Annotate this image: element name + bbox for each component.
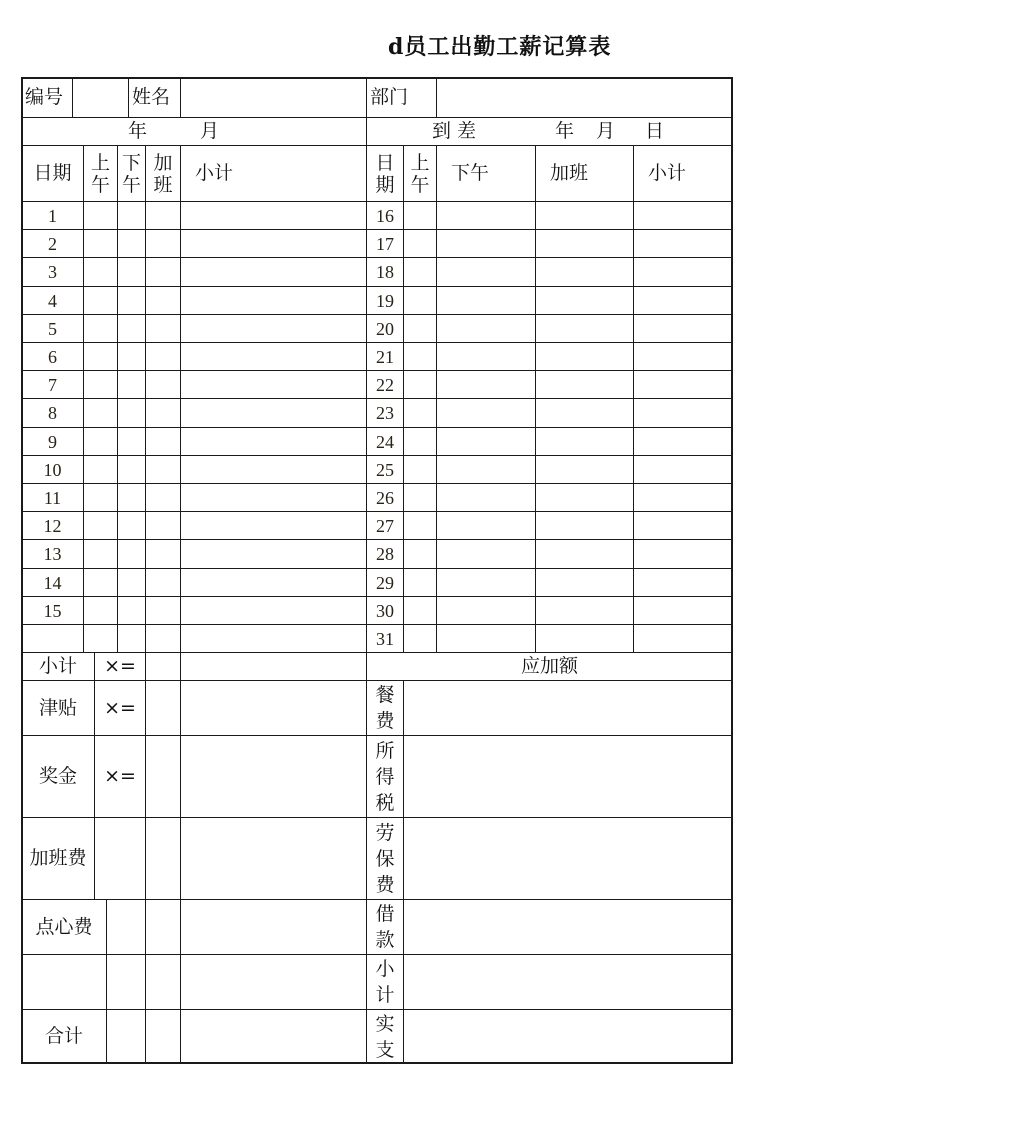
pm-left-input[interactable] [117, 427, 146, 456]
ot-right-input[interactable] [535, 483, 634, 512]
subtotal-right-input[interactable] [633, 568, 733, 597]
blank-qty-input[interactable] [145, 954, 181, 1010]
am-right-input[interactable] [403, 624, 437, 653]
total-qty-input[interactable] [145, 1009, 181, 1064]
col-am-right: 上 午 [403, 145, 437, 202]
pm-right-input[interactable] [436, 229, 536, 258]
subtotal-left-input[interactable] [180, 596, 367, 625]
ot-right-input[interactable] [535, 286, 634, 315]
am-left-input[interactable] [83, 483, 118, 512]
id-input[interactable] [72, 77, 129, 118]
ot-left-input[interactable] [145, 370, 181, 399]
name-input[interactable] [180, 77, 367, 118]
pm-right-input[interactable] [436, 342, 536, 371]
ot-right-input[interactable] [535, 229, 634, 258]
day-number-right: 17 [366, 229, 404, 258]
arrival-year-label: 年 [555, 120, 575, 142]
day-number-left: 3 [21, 257, 84, 287]
attendance-salary-sheet [21, 77, 733, 1064]
ot-right-input[interactable] [535, 539, 634, 569]
total-amount-input[interactable] [180, 1009, 367, 1064]
am-right-input[interactable] [403, 229, 437, 258]
day-number-left: 5 [21, 314, 84, 343]
bonus-label: 奖金 [21, 735, 95, 818]
allowance-amount-input[interactable] [180, 680, 367, 736]
am-left-input[interactable] [83, 539, 118, 569]
pm-right-input[interactable] [436, 568, 536, 597]
ot-left-input[interactable] [145, 257, 181, 287]
subtotal-left-input[interactable] [180, 257, 367, 287]
month-label: 月 [200, 120, 220, 142]
additions-header: 应加额 [366, 652, 733, 681]
pm-left-input[interactable] [117, 370, 146, 399]
pm-right-input[interactable] [436, 483, 536, 512]
bonus-formula: ×= [94, 735, 146, 818]
name-label: 姓名 [128, 77, 181, 118]
day-number-left: 11 [21, 483, 84, 512]
subtotal-right-input[interactable] [633, 201, 733, 230]
ot-right-input[interactable] [535, 370, 634, 399]
arrival-label: 到 差 [432, 120, 477, 142]
subtotal-left-input[interactable] [180, 483, 367, 512]
overtime-pay-amount-input[interactable] [180, 817, 367, 900]
subtotal-left-input[interactable] [180, 201, 367, 230]
col-date-left: 日期 [21, 145, 84, 202]
pm-left-input[interactable] [117, 342, 146, 371]
loan-input[interactable] [403, 899, 733, 955]
dept-label: 部门 [366, 77, 437, 118]
am-left-input[interactable] [83, 257, 118, 287]
meal-fee-input[interactable] [403, 680, 733, 736]
am-right-input[interactable] [403, 201, 437, 230]
col-ot-right: 加班 [535, 145, 634, 202]
income-tax-label: 所 得 税 [366, 735, 404, 818]
pm-left-input[interactable] [117, 314, 146, 343]
pm-left-input[interactable] [117, 398, 146, 428]
day-number-left: 6 [21, 342, 84, 371]
subtotal-right-input[interactable] [633, 511, 733, 540]
day-number-right: 16 [366, 201, 404, 230]
labor-insurance-input[interactable] [403, 817, 733, 900]
bonus-amount-input[interactable] [180, 735, 367, 818]
labor-insurance-label: 劳 保 费 [366, 817, 404, 900]
subtotal-left-input[interactable] [180, 314, 367, 343]
am-left-input[interactable] [83, 427, 118, 456]
ot-right-input[interactable] [535, 201, 634, 230]
pm-right-input[interactable] [436, 286, 536, 315]
pm-left-input[interactable] [117, 229, 146, 258]
am-left-input[interactable] [83, 201, 118, 230]
pm-right-input[interactable] [436, 511, 536, 540]
pm-left-input[interactable] [117, 511, 146, 540]
am-right-input[interactable] [403, 596, 437, 625]
day-number-right: 29 [366, 568, 404, 597]
ot-left-input[interactable] [145, 286, 181, 315]
ot-right-input[interactable] [535, 624, 634, 653]
day-number-right: 21 [366, 342, 404, 371]
day-number-right: 26 [366, 483, 404, 512]
day-number-left [21, 624, 84, 653]
subtotal-left-input[interactable] [180, 624, 367, 653]
ot-left-input[interactable] [145, 511, 181, 540]
subtotal-right-input[interactable] [633, 314, 733, 343]
subtotal-right-input[interactable] [633, 370, 733, 399]
subtotal-left-input[interactable] [180, 229, 367, 258]
ot-left-input[interactable] [145, 342, 181, 371]
ot-right-input[interactable] [535, 257, 634, 287]
am-right-input[interactable] [403, 370, 437, 399]
day-number-left: 2 [21, 229, 84, 258]
right-subtotal-label: 小 计 [366, 954, 404, 1010]
arrival-date-cell[interactable] [366, 117, 733, 146]
col-pm-left: 下 午 [117, 145, 146, 202]
subtotal-right-input[interactable] [633, 257, 733, 287]
pm-right-input[interactable] [436, 257, 536, 287]
pm-right-input[interactable] [436, 427, 536, 456]
am-right-input[interactable] [403, 427, 437, 456]
pm-right-input[interactable] [436, 624, 536, 653]
ot-left-input[interactable] [145, 201, 181, 230]
am-left-input[interactable] [83, 596, 118, 625]
col-subtotal-right: 小计 [633, 145, 733, 202]
day-number-right: 31 [366, 624, 404, 653]
subtotal-left-input[interactable] [180, 370, 367, 399]
ot-right-input[interactable] [535, 427, 634, 456]
allowance-label: 津贴 [21, 680, 95, 736]
ot-left-input[interactable] [145, 624, 181, 653]
am-left-input[interactable] [83, 398, 118, 428]
am-right-input[interactable] [403, 511, 437, 540]
am-right-input[interactable] [403, 342, 437, 371]
subtotal-left-input[interactable] [180, 539, 367, 569]
subtotal-right-input[interactable] [633, 455, 733, 484]
subtotal-left-input[interactable] [180, 427, 367, 456]
subtotal-amount-input[interactable] [180, 652, 367, 681]
am-left-input[interactable] [83, 286, 118, 315]
loan-label: 借 款 [366, 899, 404, 955]
am-right-input[interactable] [403, 568, 437, 597]
meal-fee-label: 餐 费 [366, 680, 404, 736]
subtotal-formula: ×= [94, 652, 146, 681]
ot-left-input[interactable] [145, 427, 181, 456]
actual-paid-input[interactable] [403, 1009, 733, 1064]
total-formula-input[interactable] [106, 1009, 146, 1064]
am-right-input[interactable] [403, 286, 437, 315]
day-number-left: 4 [21, 286, 84, 315]
subtotal-left-input[interactable] [180, 455, 367, 484]
day-number-right: 28 [366, 539, 404, 569]
day-number-left: 7 [21, 370, 84, 399]
pm-right-input[interactable] [436, 370, 536, 399]
income-tax-input[interactable] [403, 735, 733, 818]
blank-amount-input[interactable] [180, 954, 367, 1010]
subtotal-left-input[interactable] [180, 511, 367, 540]
subtotal-right-input[interactable] [633, 229, 733, 258]
ot-right-input[interactable] [535, 455, 634, 484]
snack-fee-formula-input[interactable] [106, 899, 146, 955]
day-number-right: 19 [366, 286, 404, 315]
pm-left-input[interactable] [117, 201, 146, 230]
pm-right-input[interactable] [436, 596, 536, 625]
day-number-right: 23 [366, 398, 404, 428]
subtotal-left-input[interactable] [180, 398, 367, 428]
ot-left-input[interactable] [145, 568, 181, 597]
day-number-left: 15 [21, 596, 84, 625]
pm-left-input[interactable] [117, 539, 146, 569]
pm-left-input[interactable] [117, 483, 146, 512]
day-number-left: 13 [21, 539, 84, 569]
ot-right-input[interactable] [535, 342, 634, 371]
am-left-input[interactable] [83, 624, 118, 653]
subtotal-right-input[interactable] [633, 483, 733, 512]
overtime-pay-formula-input[interactable] [94, 817, 146, 900]
pm-right-input[interactable] [436, 314, 536, 343]
day-number-left: 8 [21, 398, 84, 428]
day-number-right: 20 [366, 314, 404, 343]
subtotal-right-input[interactable] [633, 596, 733, 625]
day-number-right: 27 [366, 511, 404, 540]
ot-right-input[interactable] [535, 511, 634, 540]
am-left-input[interactable] [83, 511, 118, 540]
ot-left-input[interactable] [145, 229, 181, 258]
arrival-day-label: 日 [645, 120, 665, 142]
blank-label [21, 954, 107, 1010]
subtotal-right-input[interactable] [633, 342, 733, 371]
pm-left-input[interactable] [117, 624, 146, 653]
subtotal-right-input[interactable] [633, 539, 733, 569]
subtotal-right-input[interactable] [633, 286, 733, 315]
am-left-input[interactable] [83, 455, 118, 484]
subtotal-right-input[interactable] [633, 398, 733, 428]
overtime-pay-label: 加班费 [21, 817, 95, 900]
day-number-right: 25 [366, 455, 404, 484]
pm-left-input[interactable] [117, 455, 146, 484]
allowance-qty-input[interactable] [145, 680, 181, 736]
page-title: d员工出勤工薪记算表 [388, 34, 612, 60]
am-left-input[interactable] [83, 370, 118, 399]
snack-fee-amount-input[interactable] [180, 899, 367, 955]
ot-left-input[interactable] [145, 483, 181, 512]
ot-right-input[interactable] [535, 314, 634, 343]
year-label: 年 [128, 120, 148, 142]
pm-right-input[interactable] [436, 539, 536, 569]
ot-left-input[interactable] [145, 455, 181, 484]
ot-left-input[interactable] [145, 596, 181, 625]
pm-right-input[interactable] [436, 398, 536, 428]
day-number-right: 30 [366, 596, 404, 625]
snack-fee-qty-input[interactable] [145, 899, 181, 955]
day-number-left: 1 [21, 201, 84, 230]
day-number-left: 9 [21, 427, 84, 456]
am-right-input[interactable] [403, 539, 437, 569]
ot-left-input[interactable] [145, 314, 181, 343]
subtotal-left-input[interactable] [180, 568, 367, 597]
snack-fee-label: 点心费 [21, 899, 107, 955]
ot-right-input[interactable] [535, 568, 634, 597]
pm-right-input[interactable] [436, 455, 536, 484]
day-number-left: 12 [21, 511, 84, 540]
ot-right-input[interactable] [535, 398, 634, 428]
ot-left-input[interactable] [145, 398, 181, 428]
subtotal-left-input[interactable] [180, 286, 367, 315]
pm-left-input[interactable] [117, 286, 146, 315]
day-number-right: 18 [366, 257, 404, 287]
day-number-right: 22 [366, 370, 404, 399]
am-left-input[interactable] [83, 314, 118, 343]
allowance-formula: ×= [94, 680, 146, 736]
day-number-right: 24 [366, 427, 404, 456]
col-ot-left: 加 班 [145, 145, 181, 202]
am-right-input[interactable] [403, 314, 437, 343]
subtotal-right-input[interactable] [633, 624, 733, 653]
col-pm-right: 下午 [436, 145, 536, 202]
subtotal-label: 小计 [21, 652, 95, 681]
pm-left-input[interactable] [117, 257, 146, 287]
am-right-input[interactable] [403, 483, 437, 512]
total-label: 合计 [21, 1009, 107, 1064]
dept-input[interactable] [436, 77, 733, 118]
pm-left-input[interactable] [117, 568, 146, 597]
col-date-right: 日 期 [366, 145, 404, 202]
subtotal-right-input[interactable] [633, 427, 733, 456]
subtotal-left-input[interactable] [180, 342, 367, 371]
pm-right-input[interactable] [436, 201, 536, 230]
am-left-input[interactable] [83, 568, 118, 597]
col-subtotal-left: 小计 [180, 145, 367, 202]
am-right-input[interactable] [403, 257, 437, 287]
subtotal-qty-input[interactable] [145, 652, 181, 681]
am-right-input[interactable] [403, 455, 437, 484]
pm-left-input[interactable] [117, 596, 146, 625]
ot-left-input[interactable] [145, 539, 181, 569]
am-right-input[interactable] [403, 398, 437, 428]
am-left-input[interactable] [83, 229, 118, 258]
day-number-left: 10 [21, 455, 84, 484]
blank-formula-input[interactable] [106, 954, 146, 1010]
day-number-left: 14 [21, 568, 84, 597]
am-left-input[interactable] [83, 342, 118, 371]
year-month-cell[interactable] [21, 117, 367, 146]
col-am-left: 上 午 [83, 145, 118, 202]
overtime-pay-qty-input[interactable] [145, 817, 181, 900]
arrival-month-label: 月 [596, 120, 616, 142]
id-label: 编号 [21, 77, 73, 118]
ot-right-input[interactable] [535, 596, 634, 625]
right-subtotal-input[interactable] [403, 954, 733, 1010]
bonus-qty-input[interactable] [145, 735, 181, 818]
actual-paid-label: 实 支 [366, 1009, 404, 1064]
